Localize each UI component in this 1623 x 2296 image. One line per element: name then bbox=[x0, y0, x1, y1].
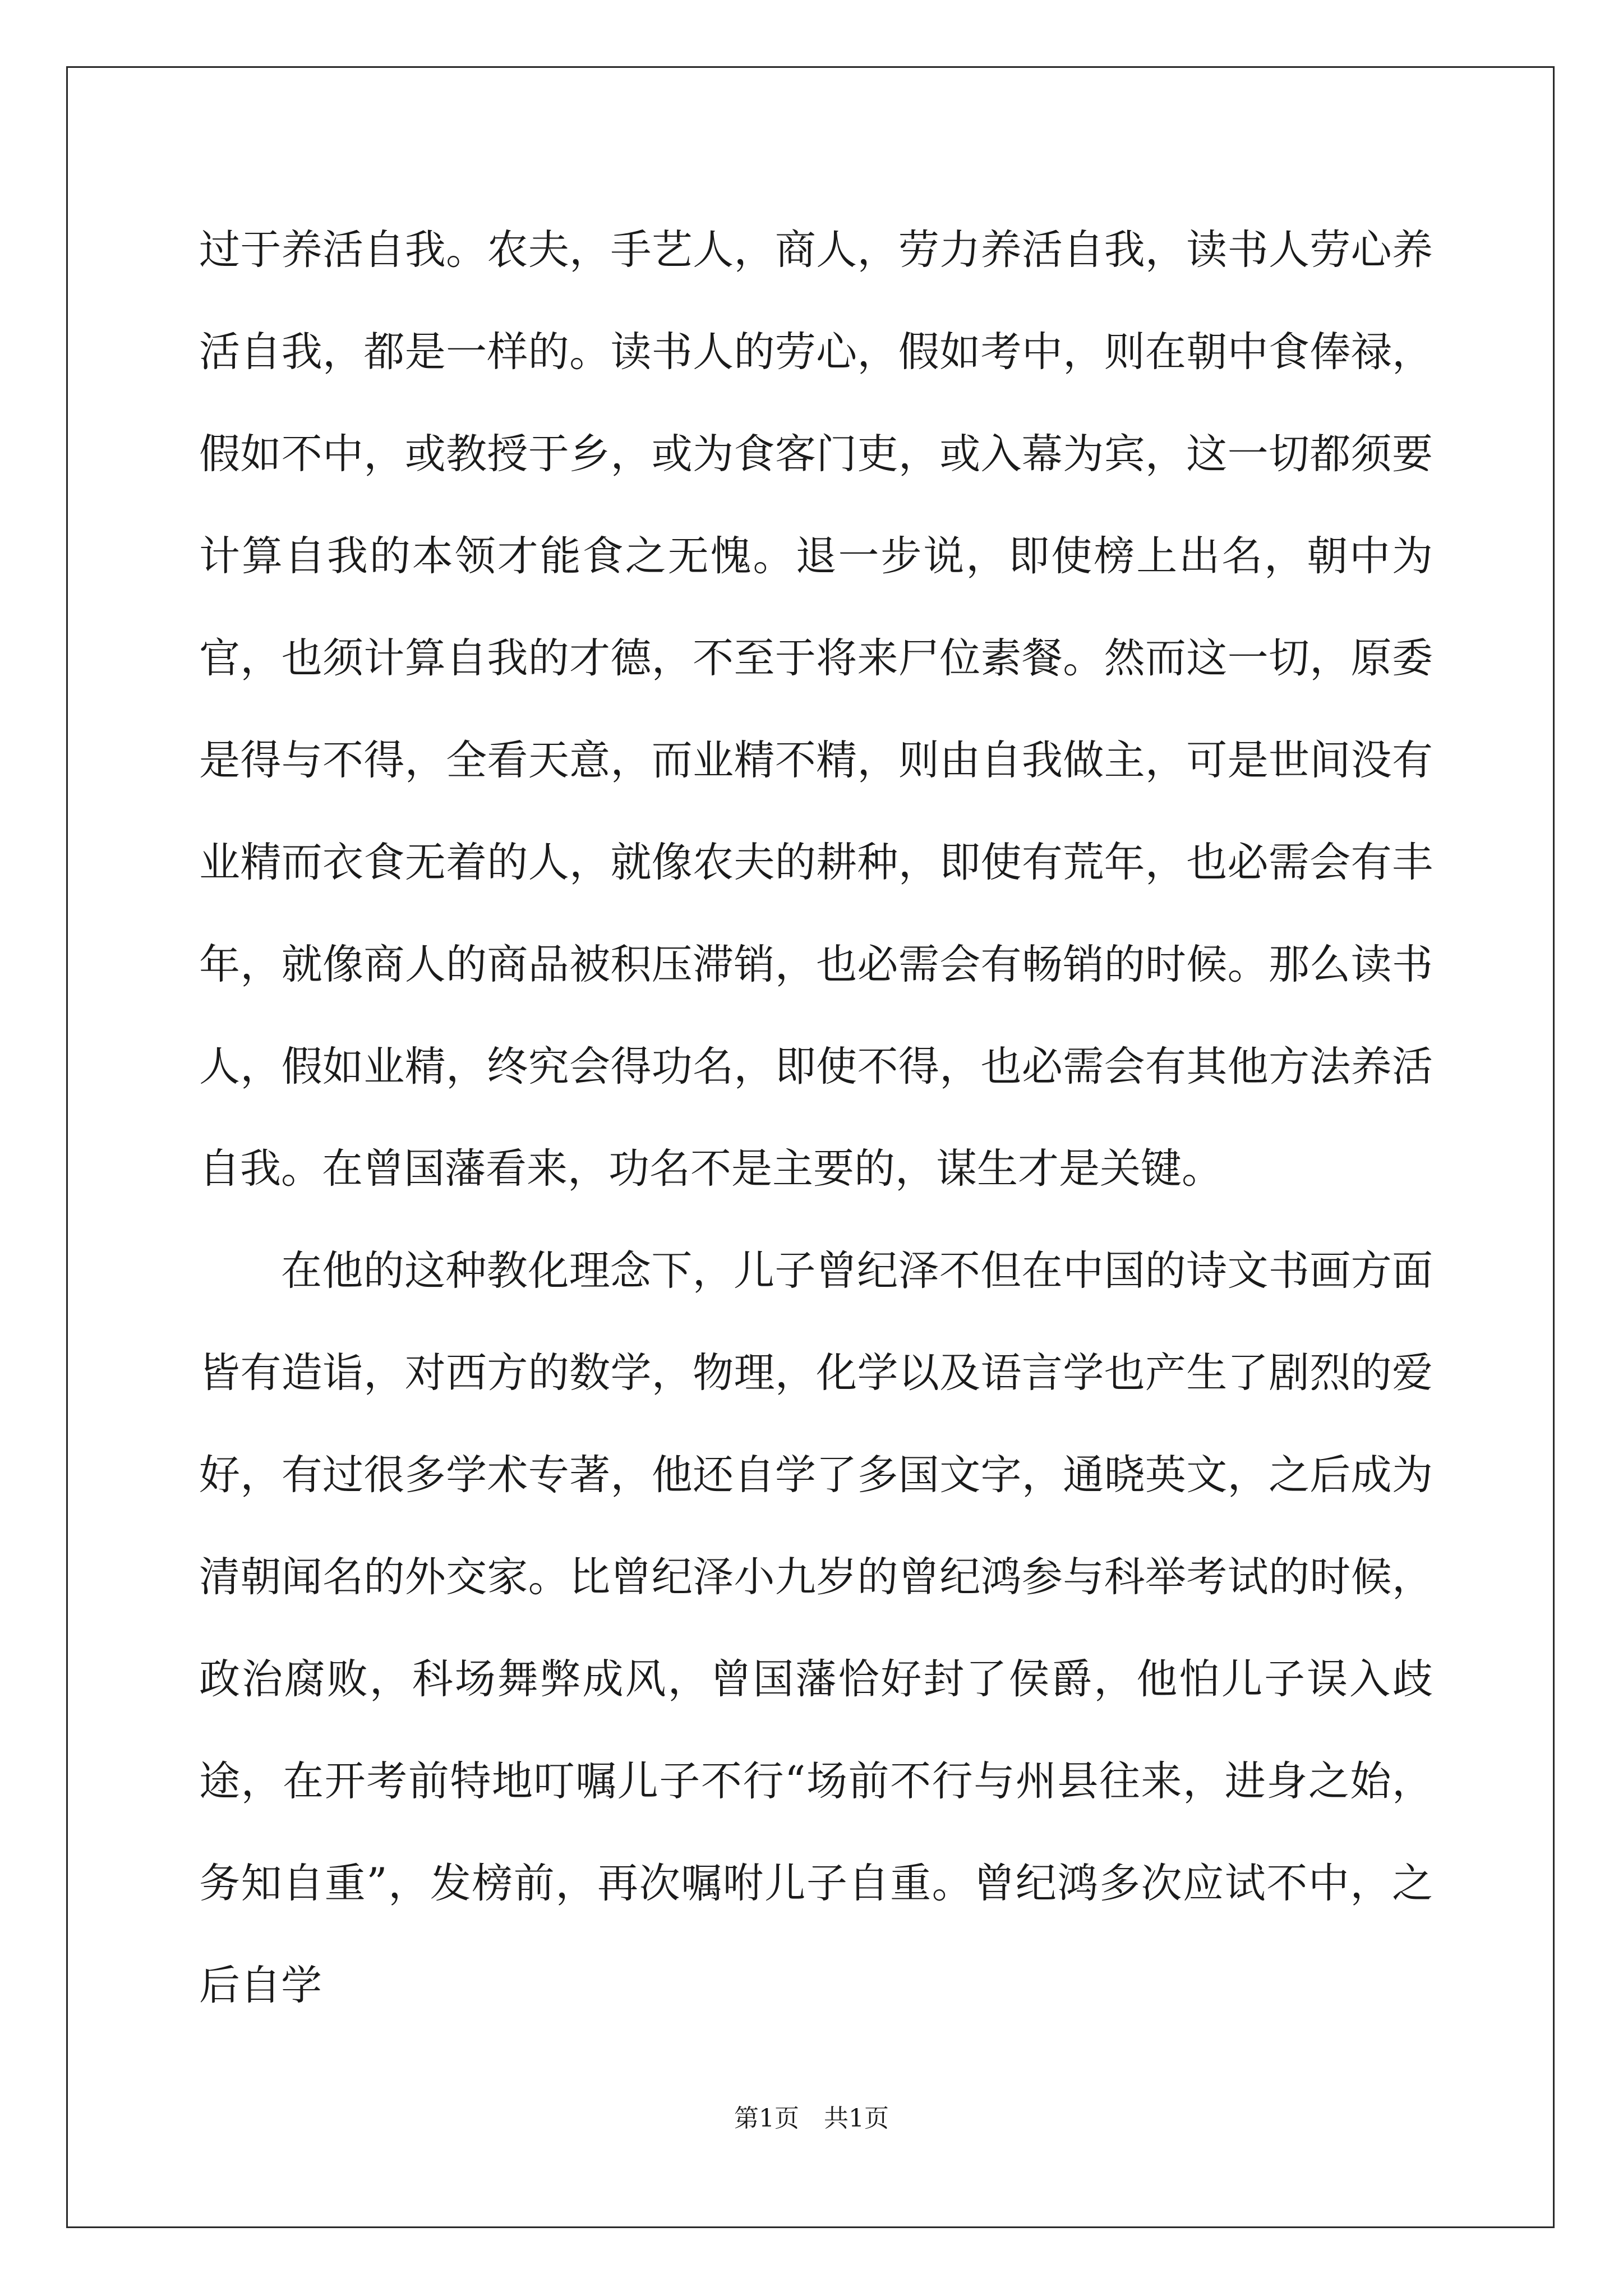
document-body bbox=[199, 199, 1433, 2037]
page-footer: 第1页 共1页 bbox=[734, 2104, 889, 2133]
paragraph-1: 过于养活自我。农夫，手艺人，商人，劳力养活自我，读书人劳心养活自我，都是一样的。读书人的劳心，假如考中，则在朝中食俸禄，假如不中，或教授于乡，或为食客门吏，或入幕为宾，这一切都须要计算自我的本领才能食之无愧。退一步说，即使榜上出名，朝中为官，也须计算自我的才德，不至于将来尸位素餐。然而这一切，原委是得与不得，全看天意，而业精不精，则由自我做主，可是世间没有业精而衣食无着的人，就像农夫的耕种，即使有荒年，也必需会有丰年，就像商人的商品被积压滞销，也必需会有畅销的时候。那么读书人，假如业精，终究会得功名，即使不得，也必需会有其他方法养活自我。在曾国藩看来，功名不是主要的，谋生才是关键。 bbox=[199, 226, 1433, 1193]
paragraph-2: 在他的这种教化理念下，儿子曾纪泽不但在中国的诗文书画方面皆有造诣，对西方的数学，物理，化学以及语言学也产生了剧烈的爱好，有过很多学术专著，他还自学了多国文字，通晓英文，之后成为清朝闻名的外交家。比曾纪泽小九岁的曾纪鸿参与科举考试的时候，政治腐败，科场舞弊成风，曾国藩恰好封了侯爵，他怕儿子误入歧途，在开考前特地叮嘱儿子不行“场前不行与州县往来，进身之始，务知自重”，发榜前，再次嘱咐儿子自重。曾纪鸿多次应试不中，之后自学 bbox=[199, 1247, 1433, 2009]
